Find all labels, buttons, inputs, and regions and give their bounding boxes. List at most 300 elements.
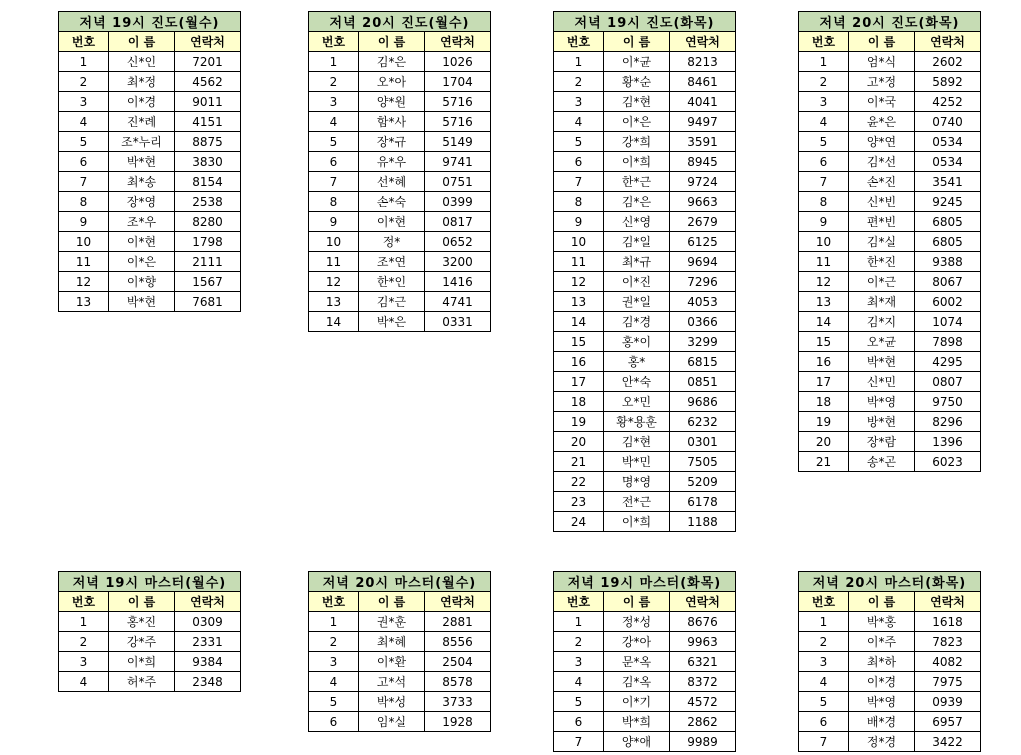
cell-number: 2 [309, 72, 359, 92]
table-row [554, 712, 736, 732]
cell-contact: 4295 [915, 352, 981, 372]
cell-contact: 6023 [915, 452, 981, 472]
cell-name: 허*주 [109, 672, 175, 692]
cell-number: 1 [309, 612, 359, 632]
cell-name: 강*아 [604, 632, 670, 652]
cell-contact: 9694 [670, 252, 736, 272]
cell-contact: 3541 [915, 172, 981, 192]
cell-name: 최*규 [604, 252, 670, 272]
cell-number: 12 [799, 272, 849, 292]
cell-name: 한*근 [604, 172, 670, 192]
table-row [554, 272, 736, 292]
cell-contact: 0331 [425, 312, 491, 332]
cell-name: 손*진 [849, 172, 915, 192]
header-number: 번호 [554, 592, 604, 612]
cell-contact: 8461 [670, 72, 736, 92]
roster-table-8 [798, 571, 981, 752]
header-number: 번호 [59, 592, 109, 612]
cell-number: 21 [799, 452, 849, 472]
cell-contact: 9989 [670, 732, 736, 752]
cell-contact: 6815 [670, 352, 736, 372]
table-row [309, 232, 491, 252]
cell-number: 2 [554, 72, 604, 92]
cell-name: 정*성 [604, 612, 670, 632]
header-number: 번호 [799, 592, 849, 612]
header-name: 이 름 [109, 592, 175, 612]
cell-contact: 3830 [175, 152, 241, 172]
table-row [799, 452, 981, 472]
cell-contact: 2111 [175, 252, 241, 272]
table-row [554, 392, 736, 412]
cell-name: 김*은 [604, 192, 670, 212]
table-row [799, 72, 981, 92]
table-row [554, 692, 736, 712]
table-title: 저녁 20시 진도(화목) [799, 12, 981, 32]
cell-number: 3 [59, 652, 109, 672]
table-row [554, 292, 736, 312]
cell-number: 1 [59, 612, 109, 632]
cell-contact: 9741 [425, 152, 491, 172]
table-row [799, 372, 981, 392]
cell-name: 한*진 [849, 252, 915, 272]
cell-name: 신*빈 [849, 192, 915, 212]
table-title: 저녁 19시 진도(화목) [554, 12, 736, 32]
table-row [59, 672, 241, 692]
cell-number: 10 [554, 232, 604, 252]
cell-contact: 5716 [425, 92, 491, 112]
table-row [554, 332, 736, 352]
table-row [309, 672, 491, 692]
cell-contact: 0740 [915, 112, 981, 132]
table-row [554, 732, 736, 752]
cell-number: 10 [59, 232, 109, 252]
cell-contact: 6805 [915, 232, 981, 252]
cell-contact: 4252 [915, 92, 981, 112]
table-row [554, 52, 736, 72]
cell-number: 11 [554, 252, 604, 272]
cell-contact: 5149 [425, 132, 491, 152]
cell-number: 2 [59, 72, 109, 92]
cell-contact: 0851 [670, 372, 736, 392]
cell-number: 14 [309, 312, 359, 332]
cell-contact: 7505 [670, 452, 736, 472]
cell-number: 3 [309, 92, 359, 112]
cell-contact: 2862 [670, 712, 736, 732]
table-row [799, 672, 981, 692]
cell-contact: 6805 [915, 212, 981, 232]
table-row [799, 332, 981, 352]
roster-table-7 [553, 571, 736, 752]
cell-contact: 3422 [915, 732, 981, 752]
cell-contact: 8372 [670, 672, 736, 692]
cell-contact: 5716 [425, 112, 491, 132]
table-row [309, 172, 491, 192]
cell-number: 5 [309, 692, 359, 712]
cell-name: 이*경 [849, 672, 915, 692]
cell-contact: 9384 [175, 652, 241, 672]
roster-table-4 [798, 11, 981, 472]
roster-table-5 [58, 571, 241, 692]
table-row [554, 252, 736, 272]
table-row [309, 52, 491, 72]
table-row [554, 412, 736, 432]
header-name: 이 름 [849, 592, 915, 612]
cell-contact: 9011 [175, 92, 241, 112]
table-row [59, 272, 241, 292]
cell-number: 5 [309, 132, 359, 152]
table-row [309, 652, 491, 672]
cell-number: 6 [309, 712, 359, 732]
cell-name: 박*희 [604, 712, 670, 732]
cell-number: 15 [554, 332, 604, 352]
table-row [59, 172, 241, 192]
cell-number: 15 [799, 332, 849, 352]
cell-contact: 7975 [915, 672, 981, 692]
cell-name: 이*균 [604, 52, 670, 72]
header-name: 이 름 [604, 32, 670, 52]
header-number: 번호 [309, 592, 359, 612]
cell-name: 한*인 [359, 272, 425, 292]
table-row [799, 92, 981, 112]
cell-number: 4 [59, 112, 109, 132]
table-row [309, 72, 491, 92]
cell-contact: 9663 [670, 192, 736, 212]
cell-number: 17 [554, 372, 604, 392]
cell-name: 김*근 [359, 292, 425, 312]
cell-name: 이*진 [604, 272, 670, 292]
table-row [554, 132, 736, 152]
table-row [799, 432, 981, 452]
table-row [799, 52, 981, 72]
cell-number: 16 [799, 352, 849, 372]
cell-name: 편*빈 [849, 212, 915, 232]
cell-contact: 0807 [915, 372, 981, 392]
cell-name: 조*연 [359, 252, 425, 272]
cell-name: 홍*진 [109, 612, 175, 632]
cell-number: 8 [554, 192, 604, 212]
cell-number: 12 [554, 272, 604, 292]
cell-contact: 2348 [175, 672, 241, 692]
cell-name: 신*영 [604, 212, 670, 232]
cell-name: 함*사 [359, 112, 425, 132]
cell-name: 안*숙 [604, 372, 670, 392]
cell-contact: 6002 [915, 292, 981, 312]
cell-contact: 4082 [915, 652, 981, 672]
table-row [59, 652, 241, 672]
table-row [554, 432, 736, 452]
table-row [799, 312, 981, 332]
cell-number: 1 [554, 52, 604, 72]
table-row [799, 652, 981, 672]
cell-name: 박*성 [359, 692, 425, 712]
table-row [309, 612, 491, 632]
cell-name: 방*현 [849, 412, 915, 432]
cell-contact: 6232 [670, 412, 736, 432]
table-row [554, 172, 736, 192]
cell-contact: 7681 [175, 292, 241, 312]
cell-contact: 4741 [425, 292, 491, 312]
cell-contact: 9724 [670, 172, 736, 192]
cell-name: 이*기 [604, 692, 670, 712]
cell-name: 박*영 [849, 692, 915, 712]
table-row [554, 92, 736, 112]
table-row [59, 292, 241, 312]
cell-name: 박*영 [849, 392, 915, 412]
cell-number: 12 [59, 272, 109, 292]
cell-number: 4 [309, 672, 359, 692]
cell-number: 1 [799, 52, 849, 72]
cell-number: 1 [309, 52, 359, 72]
table-row [59, 72, 241, 92]
header-name: 이 름 [849, 32, 915, 52]
cell-number: 7 [799, 172, 849, 192]
cell-contact: 0939 [915, 692, 981, 712]
cell-number: 6 [309, 152, 359, 172]
cell-name: 김*경 [604, 312, 670, 332]
header-number: 번호 [309, 32, 359, 52]
cell-number: 3 [799, 92, 849, 112]
cell-number: 2 [554, 632, 604, 652]
cell-number: 6 [799, 712, 849, 732]
cell-number: 8 [799, 192, 849, 212]
table-row [309, 312, 491, 332]
cell-contact: 2679 [670, 212, 736, 232]
cell-name: 이*경 [109, 92, 175, 112]
cell-name: 이*향 [109, 272, 175, 292]
roster-table-2 [308, 11, 491, 332]
cell-name: 배*경 [849, 712, 915, 732]
cell-name: 홍*이 [604, 332, 670, 352]
cell-name: 최*하 [849, 652, 915, 672]
cell-contact: 8556 [425, 632, 491, 652]
roster-table-1 [58, 11, 241, 312]
table-row [799, 272, 981, 292]
cell-number: 3 [59, 92, 109, 112]
cell-contact: 8213 [670, 52, 736, 72]
cell-name: 김*선 [849, 152, 915, 172]
cell-number: 14 [554, 312, 604, 332]
cell-contact: 9963 [670, 632, 736, 652]
table-row [309, 212, 491, 232]
table-row [554, 72, 736, 92]
table-row [309, 632, 491, 652]
cell-name: 고*석 [359, 672, 425, 692]
cell-name: 김*일 [604, 232, 670, 252]
cell-contact: 7898 [915, 332, 981, 352]
header-contact: 연락처 [670, 32, 736, 52]
cell-name: 장*규 [359, 132, 425, 152]
cell-name: 선*혜 [359, 172, 425, 192]
cell-name: 이*국 [849, 92, 915, 112]
cell-contact: 1416 [425, 272, 491, 292]
cell-contact: 2538 [175, 192, 241, 212]
table-title: 저녁 20시 진도(월수) [309, 12, 491, 32]
cell-contact: 9750 [915, 392, 981, 412]
cell-contact: 8067 [915, 272, 981, 292]
roster-table-3 [553, 11, 736, 532]
cell-name: 정*경 [849, 732, 915, 752]
cell-contact: 9245 [915, 192, 981, 212]
cell-contact: 1396 [915, 432, 981, 452]
cell-number: 9 [554, 212, 604, 232]
header-contact: 연락처 [175, 592, 241, 612]
cell-number: 13 [59, 292, 109, 312]
table-row [799, 392, 981, 412]
header-contact: 연락처 [915, 592, 981, 612]
table-row [59, 632, 241, 652]
cell-contact: 8280 [175, 212, 241, 232]
cell-name: 강*희 [604, 132, 670, 152]
table-row [799, 212, 981, 232]
cell-contact: 0751 [425, 172, 491, 192]
cell-name: 이*희 [109, 652, 175, 672]
table-row [554, 212, 736, 232]
cell-contact: 0366 [670, 312, 736, 332]
cell-number: 5 [799, 692, 849, 712]
table-row [799, 712, 981, 732]
cell-number: 20 [799, 432, 849, 452]
cell-name: 전*근 [604, 492, 670, 512]
cell-number: 4 [554, 112, 604, 132]
cell-contact: 5892 [915, 72, 981, 92]
table-row [554, 312, 736, 332]
cell-name: 강*주 [109, 632, 175, 652]
header-name: 이 름 [109, 32, 175, 52]
cell-contact: 4041 [670, 92, 736, 112]
cell-name: 홍* [604, 352, 670, 372]
cell-contact: 3299 [670, 332, 736, 352]
table-row [59, 152, 241, 172]
cell-name: 이*은 [109, 252, 175, 272]
cell-contact: 2504 [425, 652, 491, 672]
table-row [799, 112, 981, 132]
table-title: 저녁 19시 마스터(월수) [59, 572, 241, 592]
table-row [309, 692, 491, 712]
cell-contact: 1704 [425, 72, 491, 92]
header-contact: 연락처 [670, 592, 736, 612]
cell-name: 최*정 [109, 72, 175, 92]
cell-number: 3 [554, 92, 604, 112]
cell-number: 7 [309, 172, 359, 192]
cell-number: 1 [799, 612, 849, 632]
cell-name: 김*은 [359, 52, 425, 72]
cell-contact: 7201 [175, 52, 241, 72]
cell-contact: 4053 [670, 292, 736, 312]
cell-number: 9 [799, 212, 849, 232]
cell-name: 윤*은 [849, 112, 915, 132]
table-row [799, 352, 981, 372]
table-title: 저녁 19시 마스터(화목) [554, 572, 736, 592]
table-row [309, 92, 491, 112]
cell-contact: 6125 [670, 232, 736, 252]
cell-name: 최*재 [849, 292, 915, 312]
table-row [554, 632, 736, 652]
table-row [799, 632, 981, 652]
table-row [554, 612, 736, 632]
cell-number: 18 [799, 392, 849, 412]
cell-number: 13 [554, 292, 604, 312]
cell-number: 20 [554, 432, 604, 452]
cell-number: 11 [799, 252, 849, 272]
cell-number: 7 [554, 732, 604, 752]
table-row [554, 672, 736, 692]
cell-number: 1 [554, 612, 604, 632]
cell-name: 박*현 [109, 152, 175, 172]
table-row [799, 732, 981, 752]
cell-name: 이*희 [604, 512, 670, 532]
table-row [799, 152, 981, 172]
header-contact: 연락처 [175, 32, 241, 52]
cell-name: 조*누리 [109, 132, 175, 152]
cell-number: 9 [59, 212, 109, 232]
table-row [799, 692, 981, 712]
cell-name: 고*정 [849, 72, 915, 92]
cell-name: 장*영 [109, 192, 175, 212]
cell-contact: 2602 [915, 52, 981, 72]
cell-number: 7 [799, 732, 849, 752]
table-row [554, 512, 736, 532]
cell-name: 황*용훈 [604, 412, 670, 432]
cell-contact: 4572 [670, 692, 736, 712]
cell-contact: 0652 [425, 232, 491, 252]
cell-number: 11 [309, 252, 359, 272]
cell-name: 양*원 [359, 92, 425, 112]
cell-name: 조*우 [109, 212, 175, 232]
cell-contact: 0534 [915, 132, 981, 152]
cell-number: 4 [799, 672, 849, 692]
cell-number: 22 [554, 472, 604, 492]
header-number: 번호 [554, 32, 604, 52]
cell-name: 김*실 [849, 232, 915, 252]
cell-number: 10 [309, 232, 359, 252]
cell-number: 2 [799, 632, 849, 652]
cell-contact: 0301 [670, 432, 736, 452]
cell-contact: 1026 [425, 52, 491, 72]
cell-name: 문*옥 [604, 652, 670, 672]
cell-contact: 3733 [425, 692, 491, 712]
cell-name: 유*우 [359, 152, 425, 172]
cell-contact: 4562 [175, 72, 241, 92]
cell-number: 3 [309, 652, 359, 672]
cell-name: 김*옥 [604, 672, 670, 692]
cell-number: 3 [554, 652, 604, 672]
cell-number: 16 [554, 352, 604, 372]
cell-number: 6 [554, 712, 604, 732]
table-row [554, 152, 736, 172]
cell-contact: 1928 [425, 712, 491, 732]
table-row [554, 452, 736, 472]
table-row [309, 192, 491, 212]
cell-number: 13 [799, 292, 849, 312]
table-row [554, 232, 736, 252]
cell-number: 2 [59, 632, 109, 652]
cell-name: 이*현 [359, 212, 425, 232]
header-contact: 연락처 [425, 32, 491, 52]
cell-name: 박*은 [359, 312, 425, 332]
cell-contact: 8676 [670, 612, 736, 632]
cell-name: 이*현 [109, 232, 175, 252]
cell-number: 6 [799, 152, 849, 172]
header-number: 번호 [799, 32, 849, 52]
table-row [799, 252, 981, 272]
table-title: 저녁 19시 진도(월수) [59, 12, 241, 32]
cell-number: 5 [59, 132, 109, 152]
cell-name: 박*현 [109, 292, 175, 312]
cell-name: 명*영 [604, 472, 670, 492]
table-row [799, 412, 981, 432]
cell-contact: 3200 [425, 252, 491, 272]
header-name: 이 름 [359, 32, 425, 52]
